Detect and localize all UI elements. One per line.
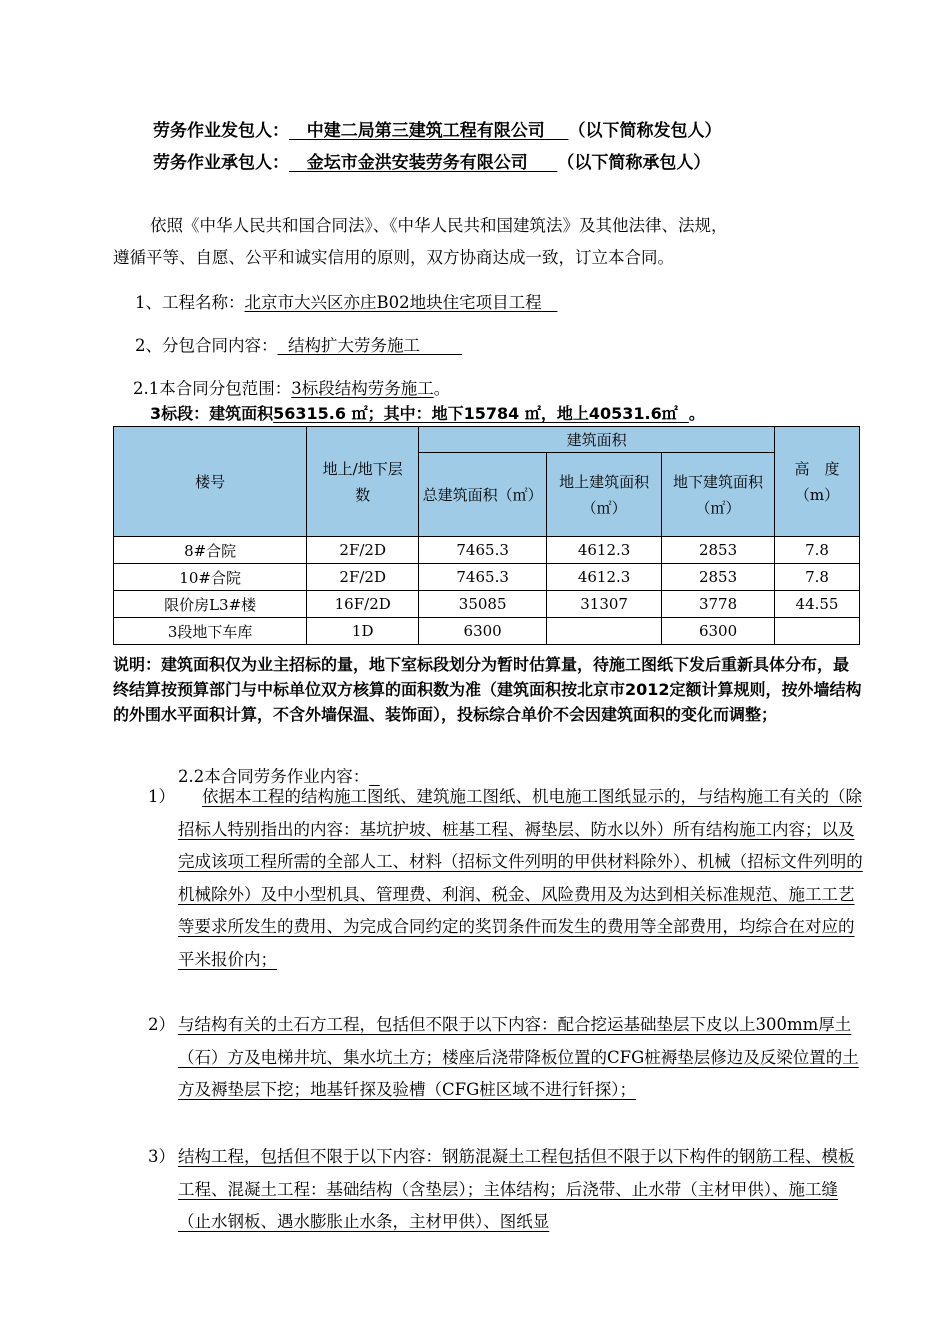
cell-height: 7.8 [775, 564, 860, 591]
cell-below: 6300 [662, 618, 775, 645]
scope-value: 3标段结构劳务施工 [291, 379, 434, 398]
clause-1: 1、工程名称：北京市大兴区亦庄B02地块住宅项目工程 [135, 289, 557, 313]
cell-total: 7465.3 [419, 537, 547, 564]
clause-2: 2、分包合同内容： 结构扩大劳务施工 [135, 332, 462, 356]
item-text: 结构工程，包括但不限于以下内容：钢筋混凝土工程包括但不限于以下构件的钢筋工程、模板工程、混凝土工程：基础结构（含垫层）；主体结构；后浇带、止水带（主材甲供）、施工缝（止水钢板、遇水膨胀止水条，主材甲供）、图纸显 [178, 1147, 855, 1231]
area-figures: 56315.6 ㎡；其中：地下15784 ㎡，地上40531.6㎡ [273, 404, 678, 423]
cell-height: 7.8 [775, 537, 860, 564]
header-total-area: 总建筑面积（㎡） [419, 453, 547, 537]
list-item [148, 781, 893, 1011]
cell-height [775, 618, 860, 645]
table-row [114, 537, 860, 564]
table-row [114, 564, 860, 591]
cell-above [547, 618, 662, 645]
contractor-line [153, 148, 710, 173]
cell-building: 8#合院 [114, 537, 307, 564]
item-text: 依据本工程的结构施工图纸、建筑施工图纸、机电施工图纸显示的，与结构施工有关的（除招标人特别指出的内容：基坑护坡、桩基工程、褥垫层、防水以外）所有结构施工内容；以及完成该项工程所需的全部人工、材料（招标文件列明的甲供材料除外）、机械（招标文件列明的机械除外）及中小型机具、管理费、利润、税金、风险费用及为达到相关标准规范、施工工艺等要求所发生的费用、为完成合同约定的奖罚条件而发生的费用等全部费用，均综合在对应的平米报价内； [178, 787, 863, 969]
table-row [114, 591, 860, 618]
cell-above: 31307 [547, 591, 662, 618]
project-name: 北京市大兴区亦庄B02地块住宅项目工程 [244, 293, 542, 312]
cell-floors: 2F/2D [307, 564, 419, 591]
intro-line-2: 遵循平等、自愿、公平和诚实信用的原则，双方协商达成一致，订立本合同。 [113, 248, 674, 267]
item-number: 2） [148, 1015, 175, 1034]
item-text: 与结构有关的土石方工程，包括但不限于以下内容：配合挖运基础垫层下皮以上300mm厚土（石）方及电梯井坑、集水坑土方；楼座后浇带降板位置的CFG桩褥垫层修边及反梁位置的土方及褥垫层下挖；地基钎探及验槽（CFG桩区域不进行钎探）； [178, 1015, 859, 1099]
cell-total: 6300 [419, 618, 547, 645]
section-3-area: 3标段：建筑面积56315.6 ㎡；其中：地下15784 ㎡，地上40531.6㎡ 。 [150, 404, 705, 423]
contractor-name: 金坛市金洪安装劳务有限公司 [306, 153, 528, 173]
cell-total: 7465.3 [419, 564, 547, 591]
cell-below: 3778 [662, 591, 775, 618]
cell-below: 2853 [662, 564, 775, 591]
cell-above: 4612.3 [547, 564, 662, 591]
header-above-area: 地上建筑面积（㎡） [547, 453, 662, 537]
header-height: 高 度（m） [775, 427, 860, 537]
item-number: 3） [148, 1147, 175, 1166]
intro-line-1: 依照《中华人民共和国合同法》、《中华人民共和国建筑法》及其他法律、法规， [150, 216, 728, 235]
cell-floors: 16F/2D [307, 591, 419, 618]
header-floors: 地上/地下层数 [307, 427, 419, 537]
area-note: 说明：建筑面积仅为业主招标的量，地下室标段划分为暂时估算量，待施工图纸下发后重新具体分布，最终结算按预算部门与中标单位双方核算的面积数为准（建筑面积按北京市2012定额计算规则，按外墙结构的外围水平面积计算，不含外墙保温、装饰面），投标综合单价不会因建筑面积的变化而调整； [113, 655, 862, 724]
cell-building: 3段地下车库 [114, 618, 307, 645]
clause-2-2: 2.2本合同劳务作业内容： [178, 767, 370, 786]
cell-building: 10#合院 [114, 564, 307, 591]
issuer-name: 中建二局第三建筑工程有限公司 [306, 121, 545, 141]
contractor-label: 劳务作业承包人： [153, 153, 289, 173]
list-item [148, 1009, 893, 1139]
cell-floors: 1D [307, 618, 419, 645]
cell-building: 限价房L3#楼 [114, 591, 307, 618]
issuer-line [153, 116, 721, 141]
clause-2-1: 2.1本合同分包范围：3标段结构劳务施工。 [133, 379, 451, 398]
issuer-label: 劳务作业发包人： [153, 121, 289, 141]
cell-above: 4612.3 [547, 537, 662, 564]
cell-total: 35085 [419, 591, 547, 618]
building-area-table [113, 426, 860, 645]
contract-content: 结构扩大劳务施工 [288, 336, 420, 355]
header-below-area: 地下建筑面积（㎡） [662, 453, 775, 537]
issuer-short: （以下简称发包人） [568, 121, 722, 141]
contractor-short: （以下简称承包人） [557, 153, 711, 173]
cell-floors: 2F/2D [307, 537, 419, 564]
cell-below: 2853 [662, 537, 775, 564]
header-building: 楼号 [114, 427, 307, 537]
header-area: 建筑面积 [419, 427, 775, 453]
table-row [114, 618, 860, 645]
item-number: 1） [148, 787, 175, 806]
cell-height: 44.55 [775, 591, 860, 618]
list-item [148, 1141, 893, 1241]
